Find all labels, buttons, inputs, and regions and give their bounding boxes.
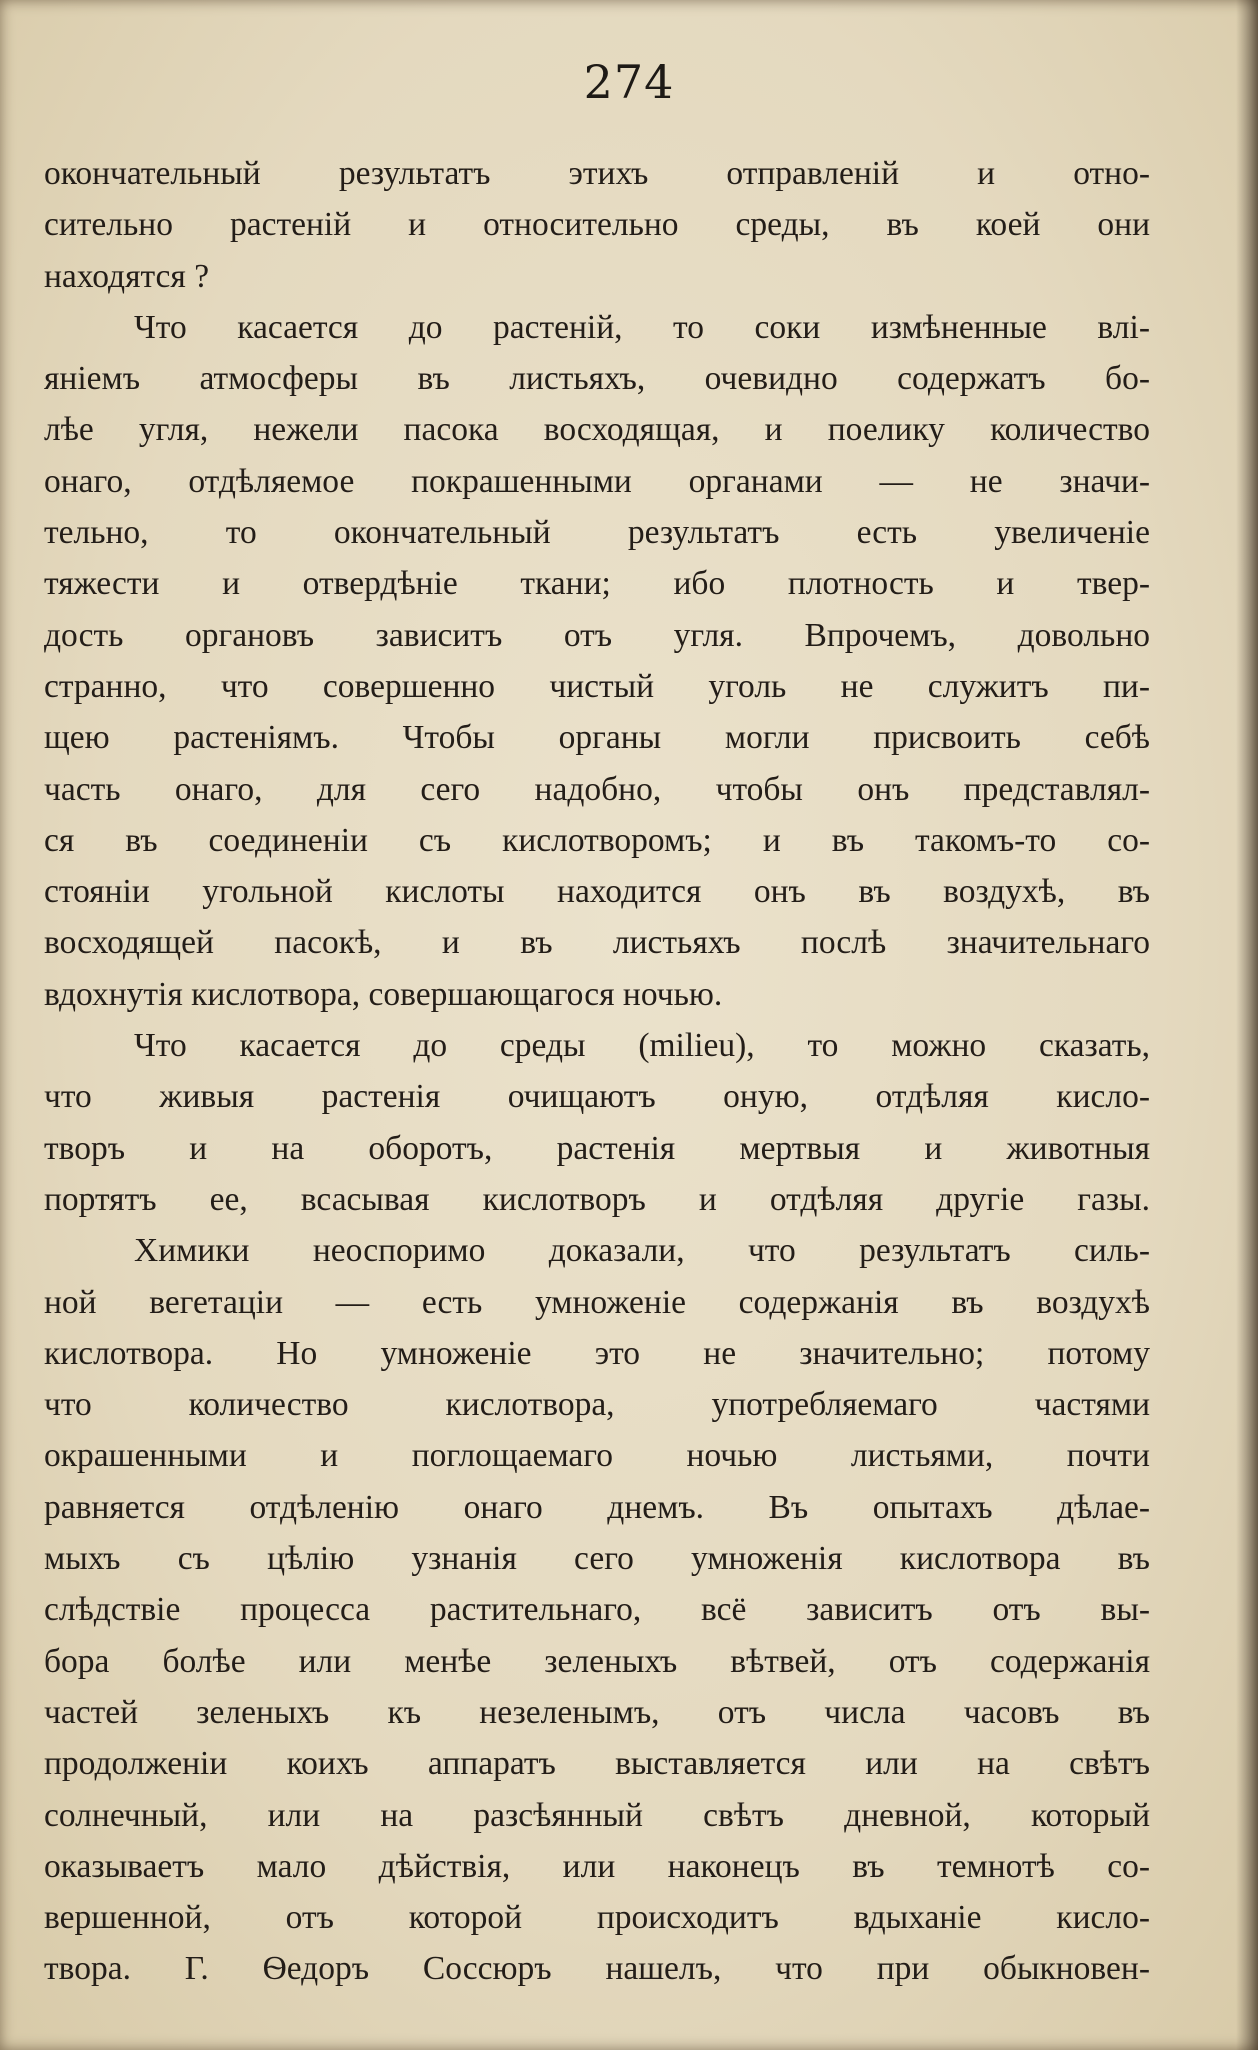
text-line: солнечный, или на разсѣянный свѣтъ дневной, который [44, 1796, 1150, 1834]
text-line: что количество кислотвора, употребляемаго частями [44, 1386, 1150, 1424]
text-line: странно, что совершенно чистый уголь не служитъ пи- [44, 667, 1150, 705]
text-line: сительно растеній и относительно среды, въ коей они [44, 206, 1150, 244]
text-line: яніемъ атмосферы въ листьяхъ, очевидно содержатъ бо- [44, 360, 1150, 398]
text-line: портятъ ее, всасывая кислотворъ и отдѣляя другіе газы. [44, 1180, 1150, 1218]
text-line: оказываетъ мало дѣйствія, или наконецъ въ темнотѣ со- [44, 1847, 1150, 1885]
text-line: восходящей пасокѣ, и въ листьяхъ послѣ значительнаго [44, 924, 1150, 962]
text-line: Что касается до растеній, то соки измѣненные влі- [134, 308, 1150, 346]
text-line: частей зеленыхъ къ незеленымъ, отъ числа часовъ въ [44, 1693, 1150, 1731]
text-line: кислотвора. Но умноженіе это не значительно; потому [44, 1334, 1150, 1372]
text-line: дость органовъ зависитъ отъ угля. Впрочемъ, довольно [44, 616, 1150, 654]
text-line: продолженіи коихъ аппаратъ выставляется или на свѣтъ [44, 1745, 1150, 1783]
text-line: творъ и на оборотъ, растенія мертвыя и животныя [44, 1129, 1150, 1167]
text-line: онаго, отдѣляемое покрашенными органами — не значи- [44, 462, 1150, 500]
text-line: тельно, то окончательный результатъ есть увеличеніе [44, 514, 1150, 552]
text-line: Химики неоспоримо доказали, что результатъ силь- [134, 1232, 1150, 1270]
text-line: бора болѣе или менѣе зеленыхъ вѣтвей, отъ содержанія [44, 1642, 1150, 1680]
text-line: находятся ? [44, 257, 210, 295]
text-line: щею растеніямъ. Чтобы органы могли присвоить себѣ [44, 719, 1150, 757]
text-line: Что касается до среды (milieu), то можно сказать, [134, 1027, 1150, 1065]
text-line: лѣе угля, нежели пасока восходящая, и поелику количество [44, 411, 1150, 449]
page-number: 274 [583, 55, 675, 109]
text-line: ся въ соединеніи съ кислотворомъ; и въ такомъ-то со- [44, 821, 1150, 859]
text-line: окрашенными и поглощаемаго ночью листьями, почти [44, 1437, 1150, 1475]
text-line: тяжести и отвердѣніе ткани; ибо плотность и твер- [44, 565, 1150, 603]
text-line: часть онаго, для сего надобно, чтобы онъ представлял- [44, 770, 1150, 808]
text-line: вдохнутія кислотвора, совершающагося ночью. [44, 975, 723, 1013]
page-edge-shadow [1236, 0, 1258, 2050]
text-line: мыхъ съ цѣлію узнанія сего умноженія кислотвора въ [44, 1540, 1150, 1578]
text-line: равняется отдѣленію онаго днемъ. Въ опытахъ дѣлае- [44, 1488, 1150, 1526]
text-line: вершенной, отъ которой происходитъ вдыханіе кисло- [44, 1899, 1150, 1937]
text-line: что живыя растенія очищаютъ оную, отдѣляя кисло- [44, 1078, 1150, 1116]
body-text [44, 148, 1150, 1995]
text-line: окончательный результатъ этихъ отправленій и отно- [44, 155, 1150, 192]
text-line: твора. Г. Ѳедоръ Соссюръ нашелъ, что при обыкновен- [44, 1950, 1150, 1988]
text-line: ной вегетаціи — есть умноженіе содержанія въ воздухѣ [44, 1283, 1150, 1321]
text-line: стояніи угольной кислоты находится онъ въ воздухѣ, въ [44, 873, 1150, 911]
text-line: слѣдствіе процесса растительнаго, всё зависитъ отъ вы- [44, 1591, 1150, 1629]
